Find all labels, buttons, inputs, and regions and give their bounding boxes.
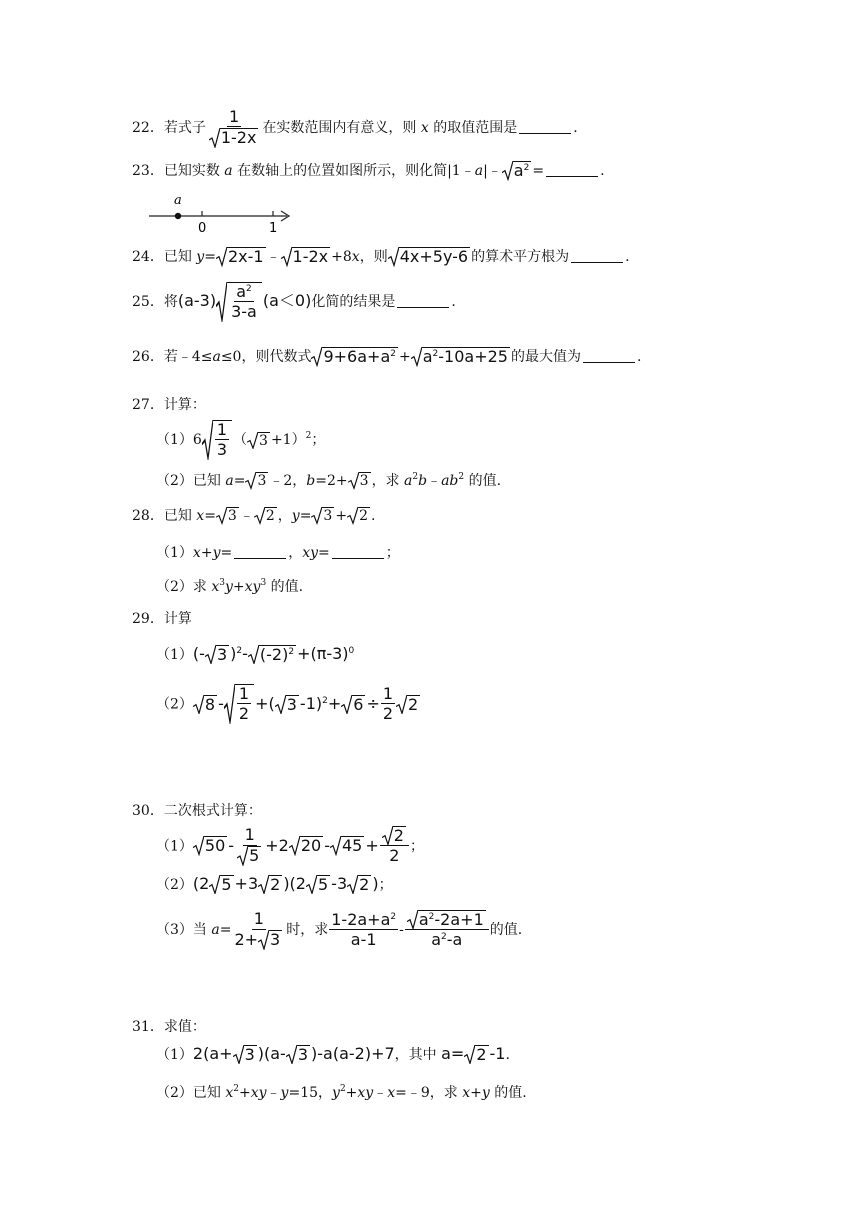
question-title: 计算 bbox=[163, 611, 192, 627]
point-label: a bbox=[174, 193, 182, 208]
radical: 3 bbox=[245, 472, 268, 489]
question-number: 27． bbox=[132, 397, 164, 413]
question-31 bbox=[132, 1016, 206, 1036]
question-title: 二次根式计算： bbox=[163, 803, 262, 819]
question-number: 22． bbox=[132, 119, 164, 136]
question-number: 23． bbox=[132, 163, 164, 179]
radical: 2 bbox=[254, 507, 277, 524]
question-number: 25． bbox=[132, 294, 164, 311]
question-22: 22．若式子 $\frac{1}{1-2x}$ 在实数范围内有意义，则 x 的取值范围是 . bbox=[132, 107, 578, 147]
question-28: 28．已知 x= 3 ﹣ 2 ，y= 3 + 2 . bbox=[132, 508, 376, 525]
radical: 3 bbox=[275, 695, 299, 714]
question-26: 26．若﹣4≤a≤0，则代数式 $9+6a+a^2$ + $a^2-10a+25$ 的最大值为 . bbox=[132, 347, 642, 367]
radical: 3 bbox=[216, 507, 239, 524]
question-30-part-3: （3）当 a= 1 2+ 3 时，求 $\frac{1-2a+a^2}{a-1}$ - $\frac{a^2-2a+1}{a^2-a}$ 的值. bbox=[156, 909, 523, 950]
radical: 2 bbox=[258, 875, 282, 894]
radical: 1-2x bbox=[209, 128, 259, 148]
radical: 3 bbox=[348, 472, 371, 489]
radical: 3 bbox=[247, 432, 270, 449]
radical: $\frac{1}{2}$ bbox=[224, 684, 254, 724]
radical: 3 bbox=[258, 930, 282, 950]
radical: 3 bbox=[286, 1045, 310, 1064]
radical: $\frac{1}{3}$ bbox=[202, 420, 232, 460]
radical: $9+6a+a^2$ bbox=[311, 347, 398, 366]
question-30-part-1: （1） 50 - $\frac{1}{5}$ +2 20 - 45 + $\frac{2}{2}$ ； bbox=[156, 825, 424, 866]
radical: 2 bbox=[347, 875, 371, 894]
question-title: 求值： bbox=[163, 1019, 206, 1035]
radical: 8 bbox=[193, 695, 217, 714]
question-25: 25．将(a-3) $\frac{a^2}{3-a}$ (a＜0)化简的结果是 . bbox=[132, 282, 456, 322]
radical: $a^2$ bbox=[502, 161, 532, 180]
radical: 2x-1 bbox=[216, 247, 266, 266]
radical: 5 bbox=[209, 875, 233, 894]
question-number: 31． bbox=[132, 1019, 164, 1035]
question-29 bbox=[132, 608, 192, 628]
radical: 5 bbox=[306, 875, 330, 894]
radical: $a^2-10a+25$ bbox=[411, 347, 510, 366]
radical: $a^2-2a+1$ bbox=[407, 910, 486, 929]
point-a bbox=[175, 213, 181, 219]
question-24: 24．已知 y= 2x-1 ﹣ 1-2x +8x，则 4x+5y-6 的算术平方根为 . bbox=[132, 247, 630, 267]
radical: 4x+5y-6 bbox=[388, 247, 470, 266]
question-number: 24． bbox=[132, 249, 164, 265]
question-31-part-1: （1）2(a+ 3 )(a- 3 )-a(a-2)+7，其中 a= 2 -1. bbox=[156, 1044, 510, 1064]
tick-label-0: 0 bbox=[198, 221, 207, 236]
question-30-part-2: （2）(2 5 +3 2 )(2 5 -3 2 )； bbox=[156, 874, 393, 894]
radical: 45 bbox=[330, 836, 364, 855]
question-number: 28． bbox=[132, 508, 164, 524]
question-29-part-1: （1）(- 3 )$^2$- $(-2)^2 +(\pi-3)^0$ bbox=[156, 644, 355, 664]
question-23: 23．已知实数 a 在数轴上的位置如图所示，则化简|1﹣a|﹣ $a^2$ = . bbox=[132, 161, 605, 181]
radical: 5 bbox=[237, 846, 261, 866]
number-line bbox=[145, 190, 295, 238]
question-27-part-2: （2）已知 a= 3 ﹣2，b=2+ 3 ，求 $a^2b﹣ab^2$ 的值. bbox=[156, 472, 502, 490]
radical: 3 bbox=[205, 645, 229, 664]
question-28-part-1: （1）x+y= ，xy= ； bbox=[156, 545, 400, 561]
fraction: $\frac{1}{1-2x}$ bbox=[207, 108, 262, 148]
question-number: 29． bbox=[132, 611, 164, 627]
radical: $(-2)^2$ bbox=[248, 645, 296, 664]
radical: 2 bbox=[396, 695, 420, 714]
question-28-part-2: （2）求 $x^3y+xy^3$ 的值. bbox=[156, 578, 304, 595]
question-number: 26． bbox=[132, 349, 164, 365]
radical: 1-2x bbox=[281, 247, 331, 266]
radical: 50 bbox=[193, 836, 227, 855]
question-31-part-2: （2）已知 $x^2+xy﹣y=15$，$y^2+xy﹣x=﹣9$，求 x+y 的值. bbox=[156, 1084, 527, 1101]
radical: 3 bbox=[311, 507, 334, 524]
question-number: 30． bbox=[132, 803, 164, 819]
radical: 2 bbox=[382, 826, 406, 845]
radical: 2 bbox=[464, 1045, 488, 1064]
radical: 6 bbox=[341, 695, 365, 714]
question-27 bbox=[132, 394, 206, 414]
radical: 2 bbox=[347, 507, 370, 524]
tick-label-1: 1 bbox=[269, 221, 278, 236]
question-title: 计算： bbox=[163, 397, 206, 413]
question-29-part-2: （2） 8 - $\frac{1}{2}$ +( 3 -1)$^2$+ 6 ÷ $\frac{1}{2}$ 2 bbox=[156, 683, 419, 724]
radical: $\frac{a^2}{3-a}$ bbox=[216, 282, 262, 322]
question-30 bbox=[132, 800, 262, 820]
radical: 3 bbox=[233, 1045, 257, 1064]
radical: 20 bbox=[289, 836, 323, 855]
question-27-part-1: （1）6 $\frac{1}{3}$ （ 3 +1）$^2$； bbox=[156, 420, 326, 460]
